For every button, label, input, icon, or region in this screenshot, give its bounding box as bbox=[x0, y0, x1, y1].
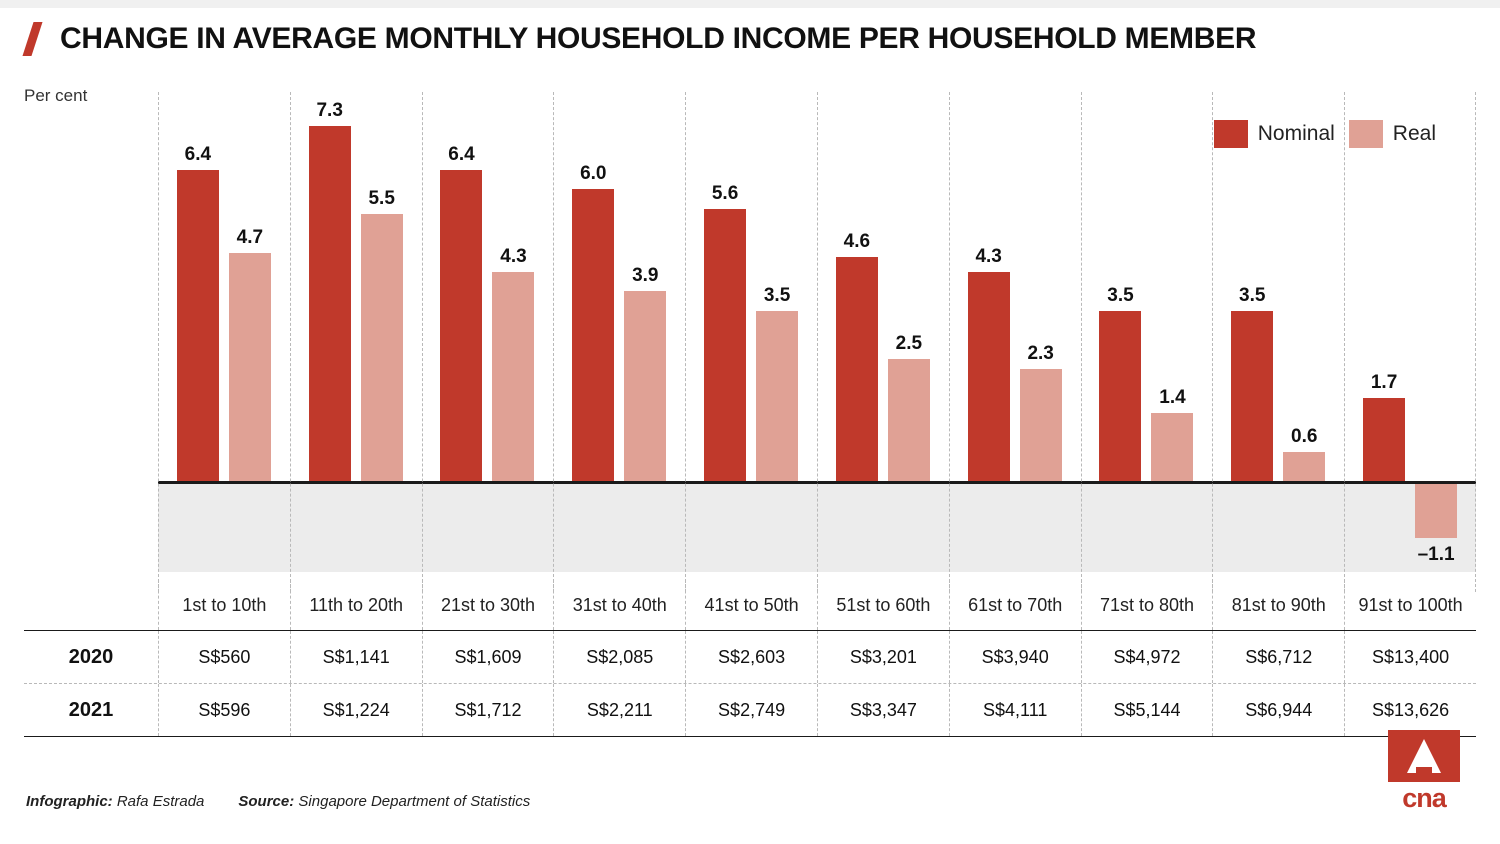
table-cell: S$1,224 bbox=[290, 684, 422, 736]
top-divider bbox=[0, 0, 1500, 8]
table-cell: S$1,609 bbox=[422, 631, 554, 683]
bar-group bbox=[949, 92, 1081, 592]
column-header: 61st to 70th bbox=[949, 580, 1081, 630]
table-cell: S$2,211 bbox=[553, 684, 685, 736]
table-cell: S$4,972 bbox=[1081, 631, 1213, 683]
table-cell: S$5,144 bbox=[1081, 684, 1213, 736]
bar-real bbox=[1283, 426, 1325, 481]
table-rule bbox=[24, 736, 1476, 737]
bar-real bbox=[624, 265, 666, 481]
table-cell: S$1,141 bbox=[290, 631, 422, 683]
bar-value-label: 7.3 bbox=[316, 100, 343, 121]
bar-value-label: 5.6 bbox=[711, 183, 739, 204]
table-cell: S$13,626 bbox=[1344, 684, 1476, 736]
bar-value-label: 6.4 bbox=[448, 144, 475, 165]
footer-credits bbox=[26, 793, 530, 810]
bar-groups bbox=[158, 92, 1476, 592]
column-header: 81st to 90th bbox=[1212, 580, 1344, 630]
table-cell: S$6,712 bbox=[1212, 631, 1344, 683]
bar-real bbox=[756, 285, 798, 481]
bar-group bbox=[290, 92, 422, 592]
bar-nominal bbox=[177, 144, 219, 481]
source-label: Source: bbox=[238, 793, 295, 810]
infographic-label: Infographic: bbox=[26, 793, 113, 810]
chart-area bbox=[24, 92, 1476, 592]
table-row bbox=[24, 631, 1476, 683]
bar-value-label: 3.5 bbox=[1239, 285, 1266, 306]
bar-group bbox=[817, 92, 949, 592]
bar-nominal bbox=[440, 144, 482, 481]
table-cell: S$3,347 bbox=[817, 684, 949, 736]
bar-nominal bbox=[1231, 285, 1273, 481]
cna-mark-icon bbox=[1388, 730, 1460, 782]
table-cell: S$4,111 bbox=[949, 684, 1081, 736]
bar-nominal bbox=[1099, 285, 1141, 481]
infographic-value: Rafa Estrada bbox=[116, 793, 205, 810]
bar-value-label: 3.5 bbox=[763, 285, 791, 306]
row-label-2020: 2020 bbox=[68, 645, 114, 668]
bar-real bbox=[492, 246, 534, 481]
column-header: 41st to 50th bbox=[685, 580, 817, 630]
bar-nominal bbox=[704, 183, 746, 481]
infographic-credit bbox=[26, 793, 204, 810]
table-cell: S$596 bbox=[158, 684, 290, 736]
row-label-2021: 2021 bbox=[68, 698, 114, 721]
bar-nominal bbox=[309, 100, 351, 481]
table-header-row bbox=[24, 580, 1476, 630]
column-header: 51st to 60th bbox=[817, 580, 949, 630]
bar-value-label: –1.1 bbox=[1417, 544, 1455, 565]
bar-group bbox=[553, 92, 685, 592]
column-header: 31st to 40th bbox=[553, 580, 685, 630]
table-cell: S$2,603 bbox=[685, 631, 817, 683]
table-cell: S$3,940 bbox=[949, 631, 1081, 683]
table-cell: S$1,712 bbox=[422, 684, 554, 736]
bar-nominal bbox=[836, 231, 878, 481]
bar-value-label: 6.4 bbox=[184, 144, 212, 165]
source-credit bbox=[238, 793, 530, 810]
bar-nominal bbox=[572, 163, 614, 481]
table-cell: S$3,201 bbox=[817, 631, 949, 683]
bar-value-label: 2.3 bbox=[1027, 343, 1054, 364]
bar-nominal bbox=[968, 246, 1010, 481]
table-header-corner bbox=[24, 580, 158, 630]
bar-value-label: 5.5 bbox=[368, 188, 395, 209]
bar-real bbox=[229, 227, 271, 481]
bar-group bbox=[158, 92, 290, 592]
table-cell: S$2,085 bbox=[553, 631, 685, 683]
bar-group bbox=[1212, 92, 1344, 592]
column-header: 71st to 80th bbox=[1081, 580, 1213, 630]
bar-value-label: 4.6 bbox=[843, 231, 871, 252]
page-title: CHANGE IN AVERAGE MONTHLY HOUSEHOLD INCOME PER HOUSEHOLD MEMBER bbox=[60, 22, 1257, 55]
bar-value-label: 4.3 bbox=[975, 246, 1002, 267]
bar-value-label: 3.9 bbox=[632, 265, 659, 286]
bar-value-label: 6.0 bbox=[580, 163, 607, 184]
plot-region bbox=[158, 92, 1476, 592]
y-axis-unit-label: Per cent bbox=[24, 86, 88, 105]
source-value: Singapore Department of Statistics bbox=[298, 793, 531, 810]
bar-group bbox=[1344, 92, 1476, 592]
bar-value-label: 4.3 bbox=[500, 246, 527, 267]
bar-value-label: 3.5 bbox=[1107, 285, 1134, 306]
bar-value-label: 0.6 bbox=[1291, 426, 1318, 447]
table-cell: S$13,400 bbox=[1344, 631, 1476, 683]
column-header: 21st to 30th bbox=[422, 580, 554, 630]
column-header: 11th to 20th bbox=[290, 580, 422, 630]
bar-nominal bbox=[1363, 372, 1405, 481]
slash-icon bbox=[24, 22, 46, 56]
bar-real-negative bbox=[1415, 484, 1457, 565]
data-table bbox=[24, 580, 1476, 737]
table-cell: S$560 bbox=[158, 631, 290, 683]
title-row bbox=[24, 22, 1476, 56]
legend-label-nominal: Nominal bbox=[1257, 122, 1335, 145]
bar-group bbox=[422, 92, 554, 592]
bar-value-label: 1.4 bbox=[1159, 387, 1186, 408]
table-row bbox=[24, 684, 1476, 736]
bar-real bbox=[1020, 343, 1062, 481]
bar-value-label: 1.7 bbox=[1370, 372, 1398, 393]
column-header: 91st to 100th bbox=[1344, 580, 1476, 630]
bar-real bbox=[1151, 387, 1193, 481]
cna-logo bbox=[1382, 730, 1466, 816]
bar-group bbox=[685, 92, 817, 592]
table-cell: S$2,749 bbox=[685, 684, 817, 736]
bar-value-label: 4.7 bbox=[236, 227, 264, 248]
cna-wordmark: cna bbox=[1402, 783, 1446, 813]
bar-real bbox=[888, 333, 930, 481]
bar-group bbox=[1081, 92, 1213, 592]
table-cell: S$6,944 bbox=[1212, 684, 1344, 736]
bar-real bbox=[361, 188, 403, 481]
column-header: 1st to 10th bbox=[158, 580, 290, 630]
bar-value-label: 2.5 bbox=[895, 333, 923, 354]
legend-label-real: Real bbox=[1392, 122, 1436, 145]
